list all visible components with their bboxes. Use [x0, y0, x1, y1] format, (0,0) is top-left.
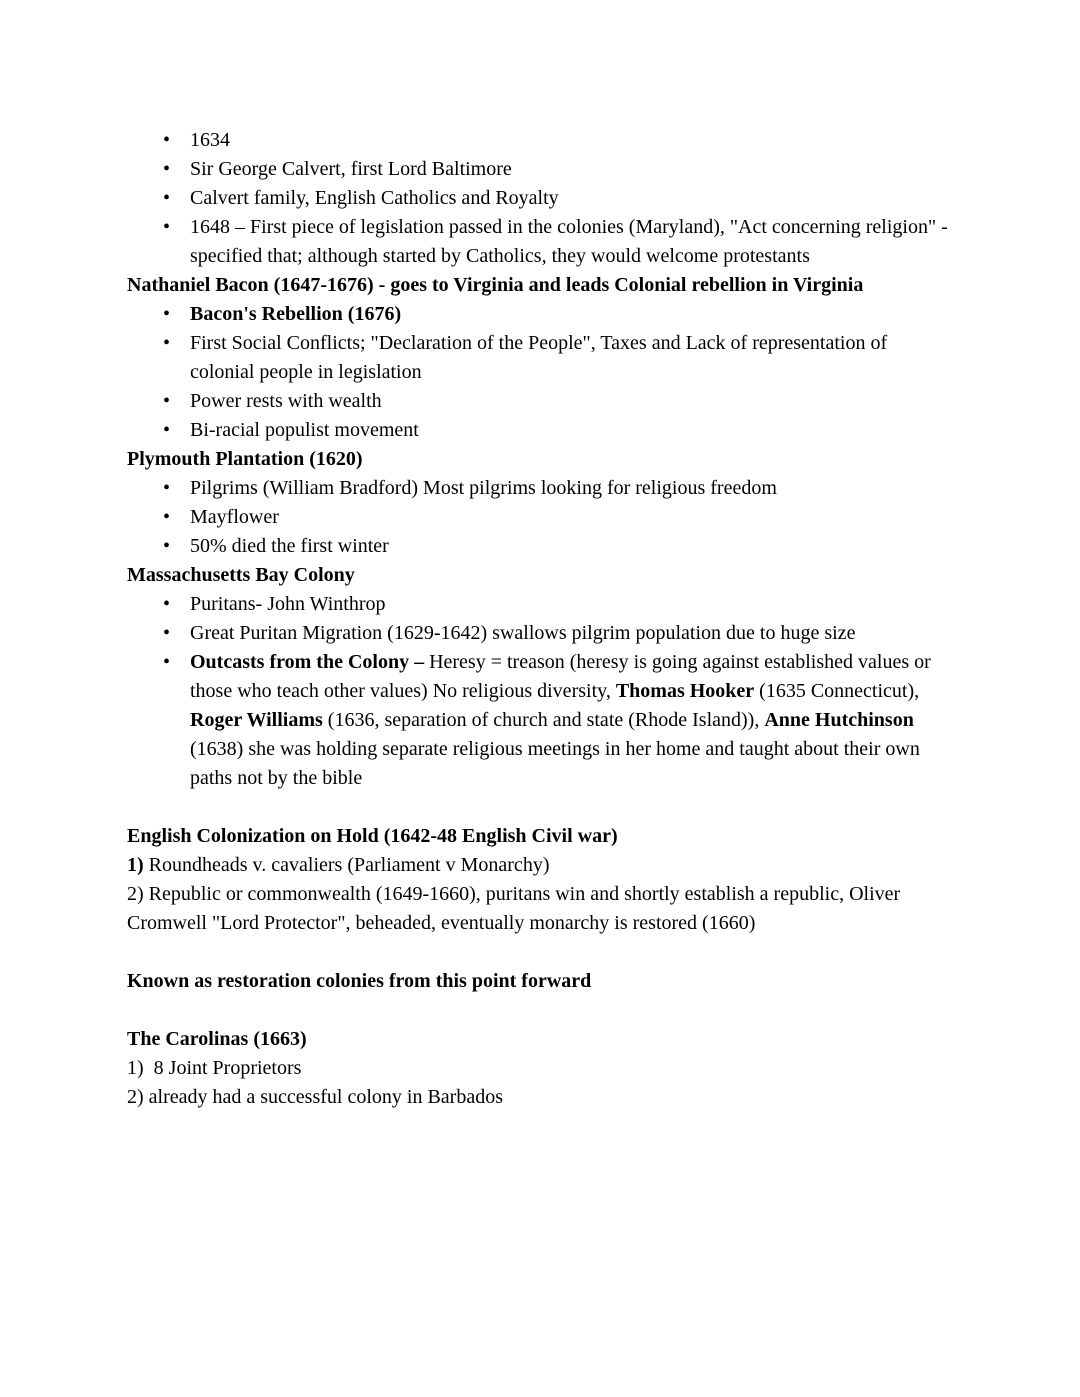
- text-segment: Power rests with wealth: [190, 390, 382, 412]
- bullet-list: [127, 590, 953, 793]
- text-segment: Pilgrims (William Bradford) Most pilgrims looking for religious freedom: [190, 477, 777, 499]
- bullet-item: [190, 155, 953, 184]
- bold-text-segment: Outcasts from the Colony –: [190, 651, 425, 673]
- bold-text-segment: English Colonization on Hold (1642-48 English Civil war): [127, 825, 618, 847]
- bullet-item: [190, 503, 953, 532]
- paragraph: [127, 880, 953, 938]
- section-heading: [127, 271, 953, 300]
- text-segment: Bi-racial populist movement: [190, 419, 419, 441]
- section-heading: [127, 445, 953, 474]
- bullet-item: [190, 648, 953, 793]
- bold-text-segment: The Carolinas (1663): [127, 1028, 307, 1050]
- bullet-list: [127, 300, 953, 445]
- bold-text-segment: Plymouth Plantation (1620): [127, 448, 363, 470]
- bold-text-segment: Roger Williams: [190, 709, 323, 731]
- bullet-item: [190, 300, 953, 329]
- section-heading: [127, 1025, 953, 1054]
- text-segment: 1648 – First piece of legislation passed in the colonies (Maryland), "Act concerning religion" - specified that; although started by Catholics, they would welcome protestants: [190, 216, 953, 267]
- blank-line: [127, 996, 953, 1025]
- bullet-item: [190, 184, 953, 213]
- section-heading: [127, 967, 953, 996]
- bold-text-segment: Thomas Hooker: [615, 680, 755, 702]
- text-segment: 50% died the first winter: [190, 535, 389, 557]
- blank-line: [127, 938, 953, 967]
- document-content: [127, 126, 953, 1112]
- bold-text-segment: 1): [127, 854, 144, 876]
- bullet-item: [190, 474, 953, 503]
- text-segment: Calvert family, English Catholics and Royalty: [190, 187, 559, 209]
- section-heading: [127, 561, 953, 590]
- section-heading: [127, 822, 953, 851]
- bold-text-segment: Nathaniel Bacon (1647-1676) - goes to Virginia and leads Colonial rebellion in Virginia: [127, 274, 864, 296]
- bullet-item: [190, 329, 953, 387]
- text-segment: Great Puritan Migration (1629-1642) swallows pilgrim population due to huge size: [190, 622, 856, 644]
- bullet-item: [190, 126, 953, 155]
- bold-text-segment: Bacon's Rebellion (1676): [190, 303, 402, 325]
- blank-line: [127, 793, 953, 822]
- bullet-item: [190, 532, 953, 561]
- text-segment: (1638) she was holding separate religious meetings in her home and taught about their own paths not by the bible: [190, 709, 925, 789]
- bold-text-segment: Known as restoration colonies from this point forward: [127, 970, 592, 992]
- text-segment: Sir George Calvert, first Lord Baltimore: [190, 158, 512, 180]
- text-segment: Mayflower: [190, 506, 279, 528]
- bullet-item: [190, 619, 953, 648]
- text-segment: First Social Conflicts; "Declaration of the People", Taxes and Lack of representation of colonial people in legislation: [190, 332, 893, 383]
- text-segment: (1636, separation of church and state (Rhode Island)),: [322, 709, 765, 731]
- paragraph: [127, 1054, 953, 1083]
- bold-text-segment: Massachusetts Bay Colony: [127, 564, 355, 586]
- paragraph: [127, 1083, 953, 1112]
- bullet-list: [127, 474, 953, 561]
- bold-text-segment: Anne Hutchinson: [764, 709, 914, 731]
- bullet-item: [190, 387, 953, 416]
- text-segment: Roundheads v. cavaliers (Parliament v Monarchy): [143, 854, 550, 876]
- bullet-list: [127, 126, 953, 271]
- text-segment: (1635 Connecticut),: [754, 680, 925, 702]
- bullet-item: [190, 416, 953, 445]
- text-segment: 2) Republic or commonwealth (1649-1660), puritans win and shortly establish a republic, Oliver Cromwell "Lord Protector", beheaded, eventually monarchy is restored (1660): [127, 883, 906, 934]
- text-segment: 1) 8 Joint Proprietors: [127, 1057, 302, 1079]
- text-segment: 2) already had a successful colony in Barbados: [127, 1086, 503, 1108]
- paragraph: [127, 851, 953, 880]
- text-segment: Heresy = treason (heresy is going against established values or those who teach other values) No religious diversity,: [190, 651, 936, 702]
- text-segment: 1634: [190, 129, 230, 151]
- text-segment: Puritans- John Winthrop: [190, 593, 386, 615]
- bullet-item: [190, 213, 953, 271]
- bullet-item: [190, 590, 953, 619]
